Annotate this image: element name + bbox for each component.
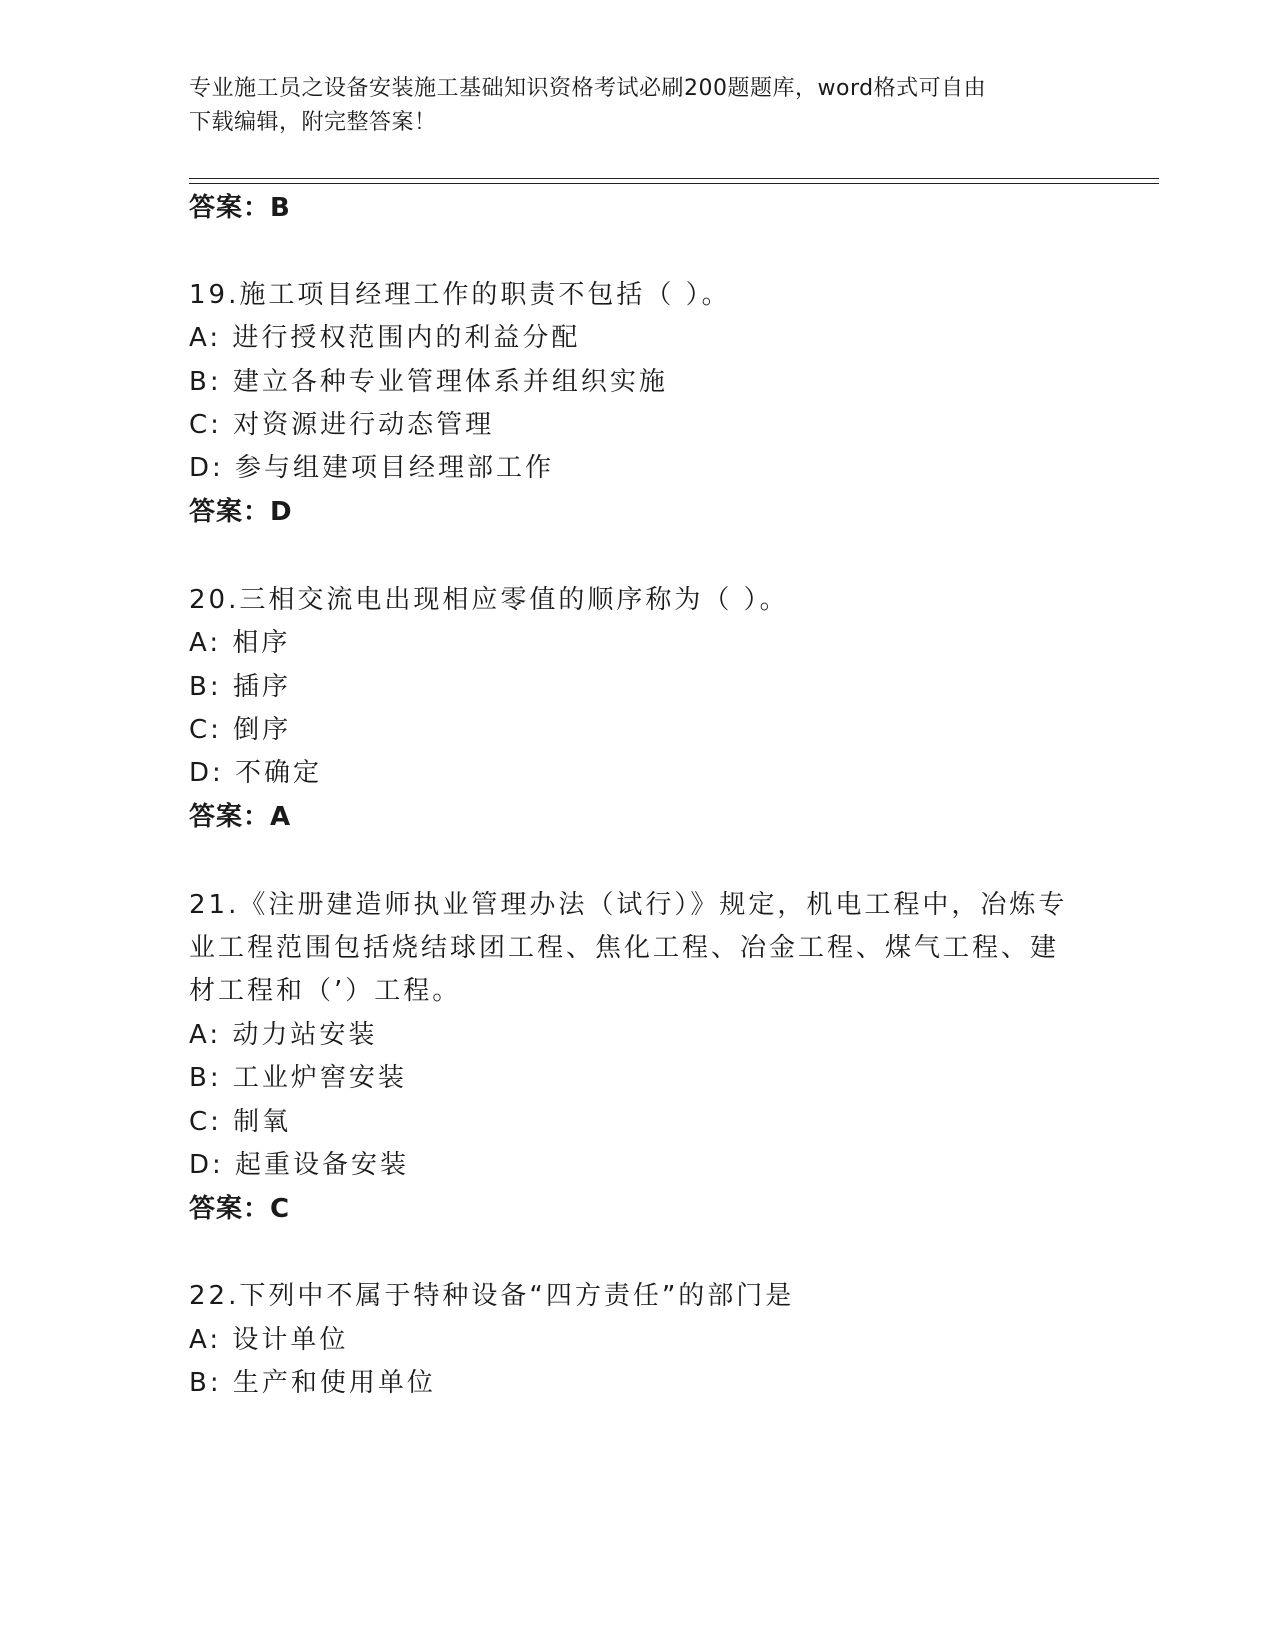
question-20-stem: 20.三相交流电出现相应零值的顺序称为（ ）。 xyxy=(189,585,789,615)
question-21-stem-line-2: 业工程范围包括烧结球团工程、焦化工程、冶金工程、煤气工程、建 xyxy=(189,933,1060,963)
question-19-option-c: C: 对资源进行动态管理 xyxy=(189,410,495,440)
question-19-option-b: B: 建立各种专业管理体系并组织实施 xyxy=(189,367,668,397)
question-19-option-d: D: 参与组建项目经理部工作 xyxy=(189,453,555,483)
question-21-option-d: D: 起重设备安装 xyxy=(189,1150,410,1180)
question-21-stem-line-3: 材工程和（’）工程。 xyxy=(189,976,462,1006)
previous-answer: 答案：B xyxy=(189,193,291,223)
header-divider-bottom xyxy=(189,183,1159,184)
question-21-option-b: B: 工业炉窖安装 xyxy=(189,1063,407,1093)
question-21-option-c: C: 制氧 xyxy=(189,1107,292,1137)
question-20-option-c: C: 倒序 xyxy=(189,715,292,745)
question-21-answer: 答案：C xyxy=(189,1194,291,1224)
question-20-option-a: A: 相序 xyxy=(189,628,291,658)
question-22-option-b: B: 生产和使用单位 xyxy=(189,1368,436,1398)
question-22-stem: 22.下列中不属于特种设备“四方责任”的部门是 xyxy=(189,1281,795,1311)
question-22-option-a: A: 设计单位 xyxy=(189,1325,349,1355)
question-20-option-d: D: 不确定 xyxy=(189,758,323,788)
header-line-2: 下载编辑，附完整答案！ xyxy=(189,110,437,135)
question-20-answer: 答案：A xyxy=(189,802,292,832)
question-21-option-a: A: 动力站安装 xyxy=(189,1020,378,1050)
question-21-stem-line-1: 21.《注册建造师执业管理办法（试行）》规定，机电工程中，冶炼专 xyxy=(189,890,1068,920)
header-line-1: 专业施工员之设备安装施工基础知识资格考试必刷200题题库，word格式可自由 xyxy=(189,76,987,101)
header-divider-top xyxy=(189,178,1159,179)
question-19-answer: 答案：D xyxy=(189,497,293,527)
document-header xyxy=(189,72,1089,140)
question-19-stem: 19.施工项目经理工作的职责不包括（ ）。 xyxy=(189,280,731,310)
question-20-option-b: B: 插序 xyxy=(189,672,291,702)
question-19-option-a: A: 进行授权范围内的利益分配 xyxy=(189,323,581,353)
